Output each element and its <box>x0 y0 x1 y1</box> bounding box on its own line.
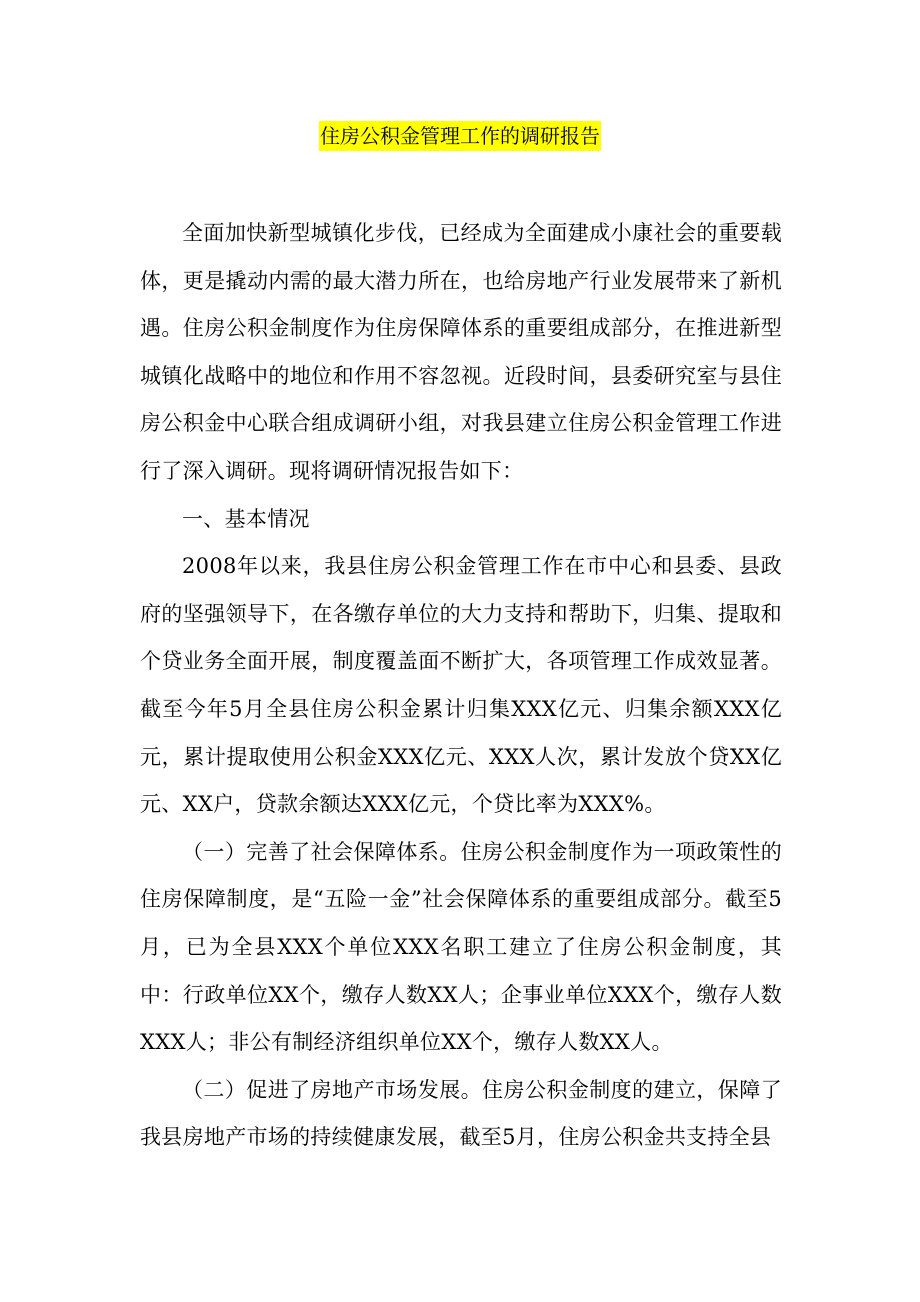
document-title: 住房公积金管理工作的调研报告 <box>319 121 601 151</box>
real-estate-paragraph: （二）促进了房地产市场发展。住房公积金制度的建立，保障了我县房地产市场的持续健康发展，截至5月，住房公积金共支持全县 <box>140 1077 782 1150</box>
social-security-paragraph: （一）完善了社会保障体系。住房公积金制度作为一项政策性的住房保障制度，是“五险一金”社会保障体系的重要组成部分。截至5月，已为全县XXX个单位XXX名职工建立了住房公积金制度，其中：行政单位XX个，缴存人数XX人；企事业单位XXX个，缴存人数XXX人；非公有制经济组织单位XX个，缴存人数XX人。 <box>140 839 782 1055</box>
document-body <box>140 210 782 1162</box>
section-heading-basic-situation: 一、基本情况 <box>182 506 310 531</box>
statistics-paragraph: 2008年以来，我县住房公积金管理工作在市中心和县委、县政府的坚强领导下，在各缴存单位的大力支持和帮助下，归集、提取和个贷业务全面开展，制度覆盖面不断扩大，各项管理工作成效显著。截至今年5月全县住房公积金累计归集XXX亿元、归集余额XXX亿元，累计提取使用公积金XXX亿元、XXX人次，累计发放个贷XX亿元、XX户，贷款余额达XXX亿元，个贷比率为XXX%。 <box>140 554 783 817</box>
intro-paragraph: 全面加快新型城镇化步伐，已经成为全面建成小康社会的重要载体，更是撬动内需的最大潜力所在，也给房地产行业发展带来了新机遇。住房公积金制度作为住房保障体系的重要组成部分，在推进新型城镇化战略中的地位和作用不容忽视。近段时间，县委研究室与县住房公积金中心联合组成调研小组，对我县建立住房公积金管理工作进行了深入调研。现将调研情况报告如下： <box>140 221 782 483</box>
title-container <box>0 121 920 151</box>
